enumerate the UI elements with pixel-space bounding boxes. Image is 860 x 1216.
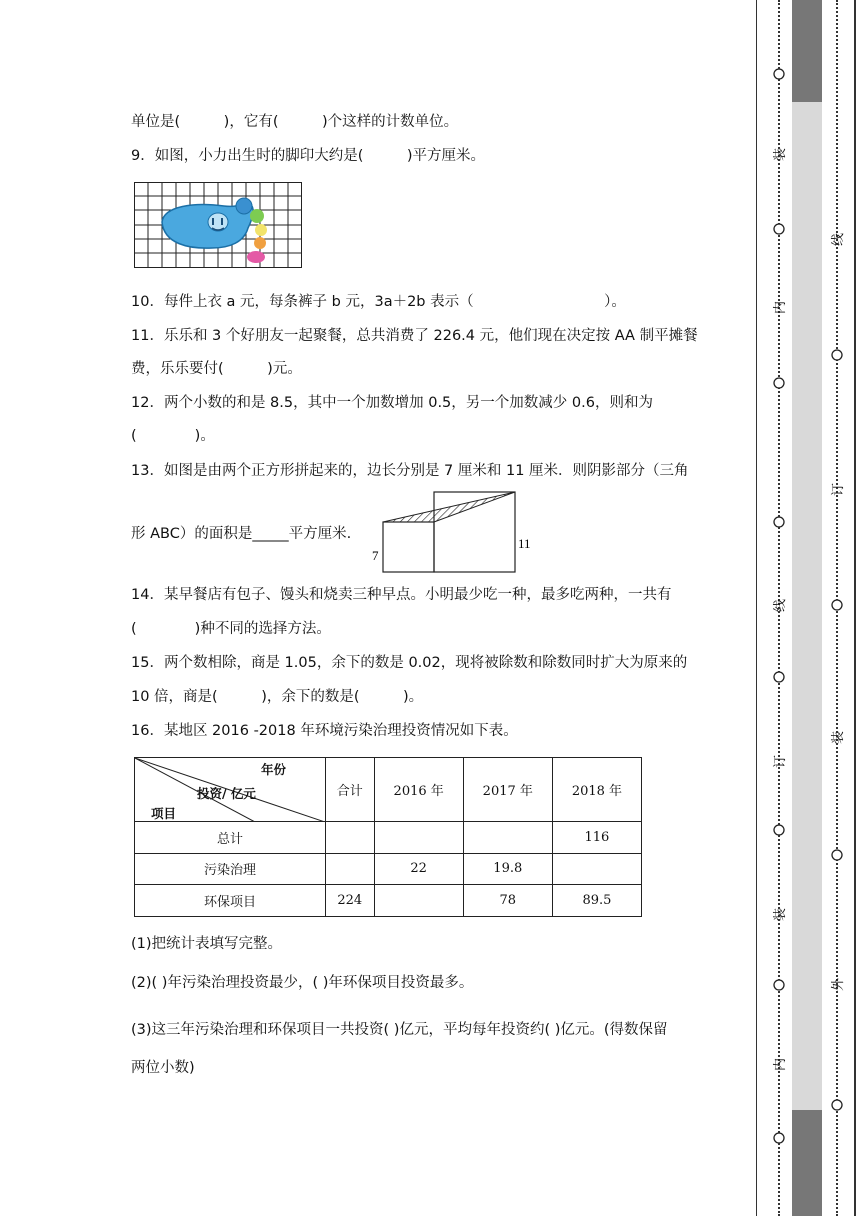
seal-char: 订 <box>831 482 847 497</box>
large-side-label: 11 <box>518 536 531 551</box>
q9-text: 9．如图，小力出生时的脚印大约是( )平方厘米。 <box>131 148 486 164</box>
sub3-line1: (3)这三年污染治理和环保项目一共投资( )亿元，平均每年投资约( )亿元。(得数保留 <box>131 1022 668 1038</box>
header-2017: 2017 年 <box>463 758 552 822</box>
row-label: 污染治理 <box>135 853 326 885</box>
seal-char: 外 <box>831 977 847 992</box>
table-cell: 78 <box>463 885 552 917</box>
q15-line1: 15．两个数相除，商是 1.05，余下的数是 0.02，现将被除数和除数同时扩大为原来的 <box>131 655 688 671</box>
q11-line2: 费，乐乐要付( )元。 <box>131 361 302 377</box>
table-cell: 224 <box>326 885 375 917</box>
q15-line2: 10 倍，商是( )，余下的数是( )。 <box>131 689 424 705</box>
sub2-text: (2)( )年污染治理投资最少，( )年环保项目投资最多。 <box>131 975 474 991</box>
header-total: 合计 <box>326 758 375 822</box>
q13-line2: 形 ABC）的面积是_____平方厘米. <box>131 526 352 542</box>
seal-char: 内 <box>773 300 789 315</box>
table-cell <box>552 853 641 885</box>
header-2018: 2018 年 <box>552 758 641 822</box>
seal-char: 内 <box>773 1057 789 1072</box>
footprint-grid-figure <box>134 182 302 268</box>
q14-line2: ( )种不同的选择方法。 <box>131 621 331 637</box>
q8-tail: 单位是( )，它有( )个这样的计数单位。 <box>131 114 459 130</box>
table-cell <box>374 822 463 854</box>
seal-char: 装 <box>773 147 789 162</box>
seal-char: 装 <box>831 730 847 745</box>
q14-line1: 14．某早餐店有包子、馒头和烧卖三种早点。小明最少吃一种，最多吃两种，一共有 <box>131 587 672 603</box>
table-row <box>135 885 642 917</box>
q12-line1: 12．两个小数的和是 8.5，其中一个加数增加 0.5，另一个加数减少 0.6，则和为 <box>131 395 653 411</box>
seal-char: 线 <box>831 232 847 247</box>
table-corner-cell <box>135 758 326 822</box>
q12-line2: ( )。 <box>131 428 215 444</box>
small-side-label: 7 <box>372 548 379 563</box>
table-row <box>135 853 642 885</box>
q10-text: 10．每件上衣 a 元，每条裤子 b 元，3a＋2b 表示（ ）。 <box>131 294 626 310</box>
table-cell <box>463 822 552 854</box>
table-cell: 89.5 <box>552 885 641 917</box>
two-squares-figure <box>368 490 540 580</box>
table-cell <box>326 822 375 854</box>
q11-line1: 11．乐乐和 3 个好朋友一起聚餐，总共消费了 226.4 元，他们现在决定按 AA 制平摊餐 <box>131 328 698 344</box>
header-2016: 2016 年 <box>374 758 463 822</box>
row-label: 环保项目 <box>135 885 326 917</box>
corner-item-label: 项目 <box>151 806 177 821</box>
corner-investment-label: 投资/ 亿元 <box>197 786 256 801</box>
sub1-text: (1)把统计表填写完整。 <box>131 936 283 952</box>
binding-margin <box>756 0 860 1216</box>
sub3-line2: 两位小数) <box>131 1060 195 1076</box>
table-cell: 19.8 <box>463 853 552 885</box>
q16-text: 16．某地区 2016 -2018 年环境污染治理投资情况如下表。 <box>131 723 518 739</box>
seal-char: 线 <box>773 598 789 613</box>
table-cell: 22 <box>374 853 463 885</box>
table-cell: 116 <box>552 822 641 854</box>
q13-line1: 13．如图是由两个正方形拼起来的，边长分别是 7 厘米和 11 厘米．则阴影部分（三角 <box>131 463 689 479</box>
table-cell <box>374 885 463 917</box>
seal-char: 订 <box>773 754 789 769</box>
seal-char: 装 <box>773 907 789 922</box>
table-cell <box>326 853 375 885</box>
table-row <box>135 822 642 854</box>
investment-table <box>134 757 642 917</box>
corner-year-label: 年份 <box>261 762 287 777</box>
row-label: 总计 <box>135 822 326 854</box>
